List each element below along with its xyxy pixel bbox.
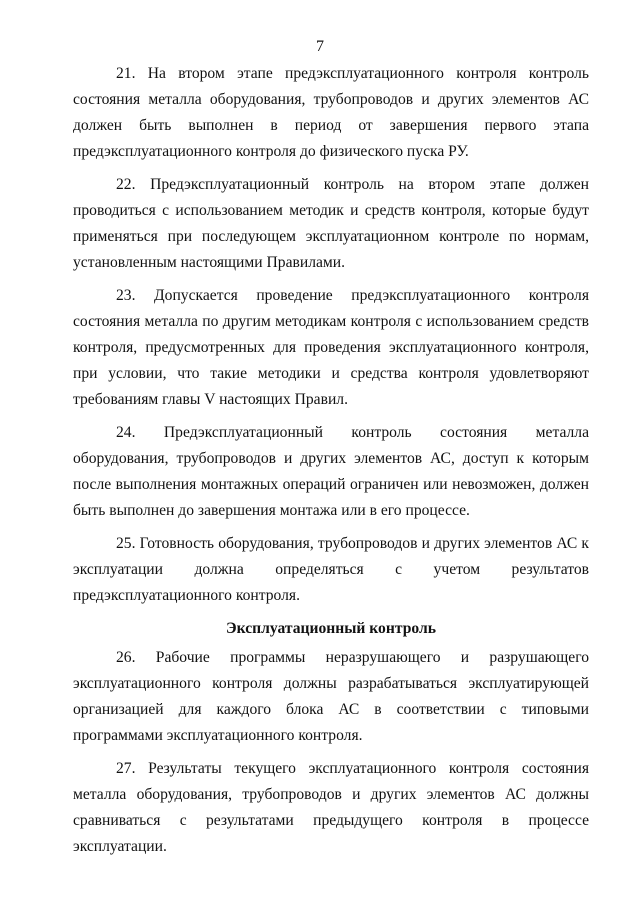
paragraph-26: 26. Рабочие программы неразрушающего и разрушающего эксплуатационного контроля должны разрабатываться эксплуатирующей организацией для каждого блока АС в соответствии с типовыми программами эксплуатационного контроля. xyxy=(73,649,589,744)
paragraph-25: 25. Готовность оборудования, трубопроводов и других элементов АС к эксплуатации должна определяться с учетом результатов предэксплуатационного контроля. xyxy=(73,535,589,604)
section-heading: Эксплуатационный контроль xyxy=(226,620,436,637)
paragraph-23: 23. Допускается проведение предэксплуатационного контроля состояния металла по другим методикам контроля с использованием средств контроля, предусмотренных для проведения эксплуатационного контроля, при условии, что такие методики и средства контроля удовлетворяют требованиям главы V настоящих Правил. xyxy=(73,287,589,408)
paragraph-22: 22. Предэксплуатационный контроль на втором этапе должен проводиться с использованием методик и средств контроля, которые будут применяться при последующем эксплуатационном контроле по нормам, установленным настоящими Правилами. xyxy=(73,176,589,271)
paragraph-21: 21. На втором этапе предэксплуатационного контроля контроль состояния металла оборудования, трубопроводов и других элементов АС должен быть выполнен в период от завершения первого этапа предэксплуатационного контроля до физического пуска РУ. xyxy=(73,65,589,160)
page-number: 7 xyxy=(316,38,324,55)
paragraph-24: 24. Предэксплуатационный контроль состояния металла оборудования, трубопроводов и других элементов АС, доступ к которым после выполнения монтажных операций ограничен или невозможен, должен быть выполнен до завершения монтажа или в его процессе. xyxy=(73,424,589,519)
paragraph-27: 27. Результаты текущего эксплуатационного контроля состояния металла оборудования, трубопроводов и других элементов АС должны сравниваться с результатами предыдущего контроля в процессе эксплуатации. xyxy=(73,760,589,855)
document-body xyxy=(73,61,589,867)
